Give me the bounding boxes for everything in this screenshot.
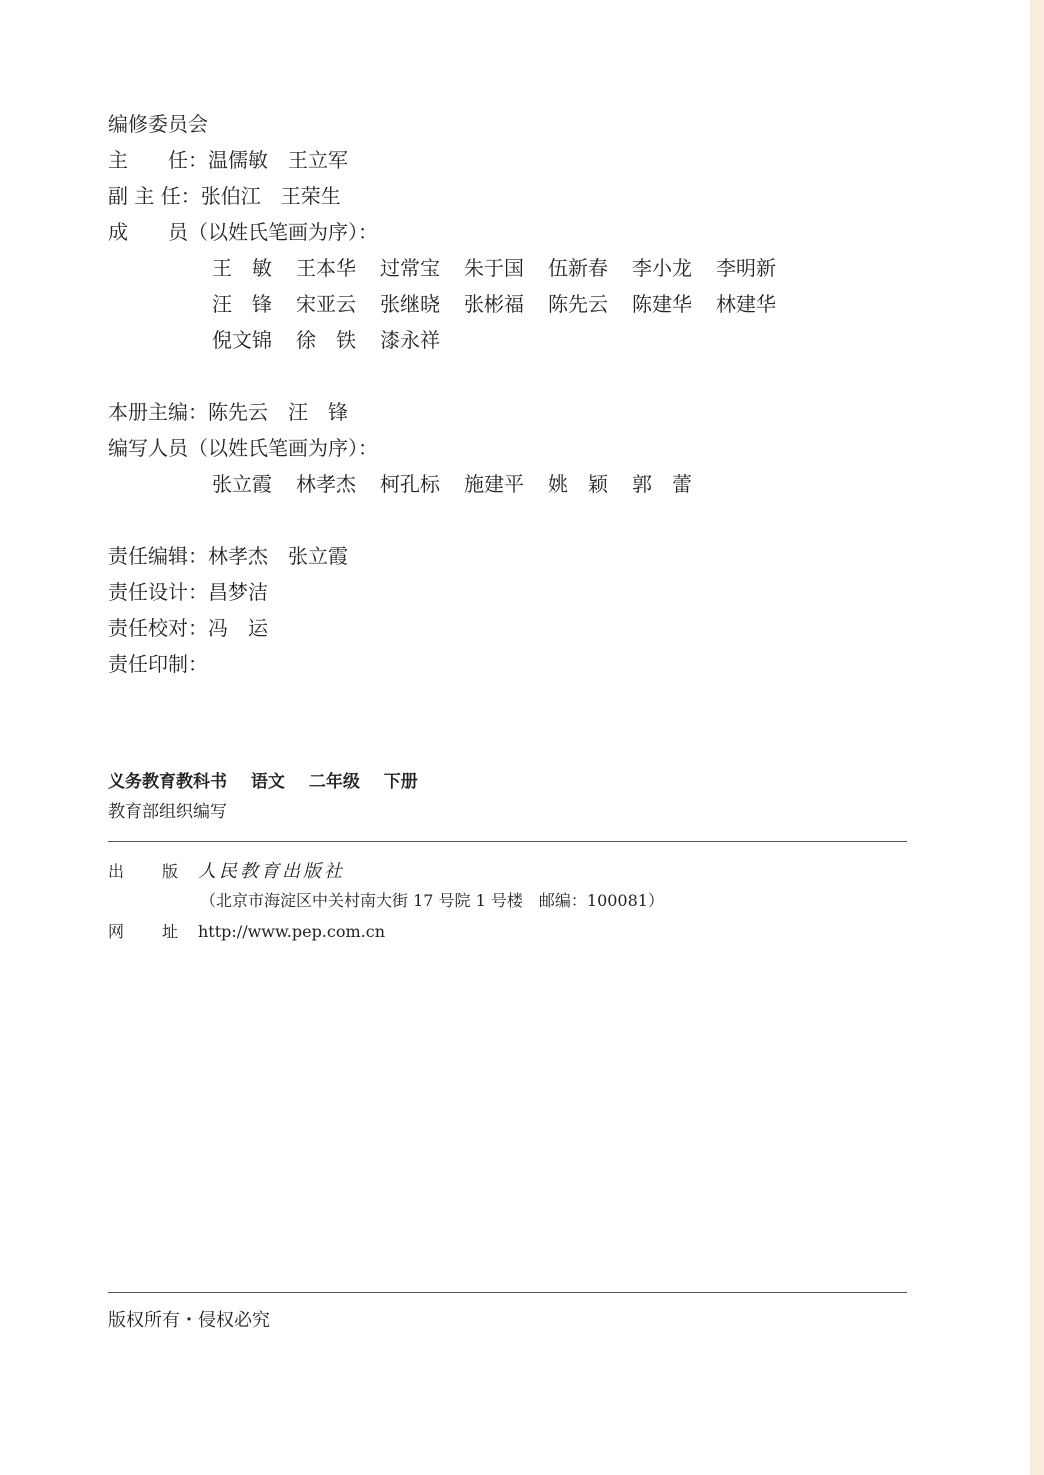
- writer-name: 姚 颖: [548, 472, 608, 496]
- proof-names: 冯 运: [208, 616, 268, 640]
- writer-name: 张立霞: [212, 472, 272, 496]
- website-link[interactable]: http://www.pep.com.cn: [198, 922, 386, 941]
- writer-name: 柯孔标: [380, 472, 440, 496]
- member-name: 王本华: [296, 256, 356, 280]
- website-row: [108, 918, 385, 946]
- editing-names: 林孝杰 张立霞: [208, 544, 348, 568]
- writers-row: [212, 466, 716, 502]
- print-row: [108, 646, 208, 682]
- editing-row: [108, 538, 348, 574]
- members-row-2: [212, 286, 800, 322]
- publisher-label: 出 版: [108, 862, 179, 881]
- member-name: 陈建华: [632, 292, 692, 316]
- member-name: 汪 锋: [212, 292, 272, 316]
- member-name: 陈先云: [548, 292, 608, 316]
- members-label: 成 员（以姓氏笔画为序）：: [108, 220, 378, 244]
- writers-label: 编写人员（以姓氏笔画为序）：: [108, 436, 378, 460]
- chief-editor-label: 本册主编：: [108, 400, 208, 424]
- divider-bottom: [108, 1292, 907, 1293]
- divider-top: [108, 841, 907, 842]
- member-name: 张彬福: [464, 292, 524, 316]
- publisher-row: [108, 858, 345, 886]
- page-edge-strip: [1030, 0, 1044, 1475]
- design-names: 昌梦洁: [208, 580, 268, 604]
- members-row-3: [212, 322, 464, 358]
- design-label: 责任设计：: [108, 580, 208, 604]
- member-name: 张继晓: [380, 292, 440, 316]
- publisher-address: （北京市海淀区中关村南大街 17 号院 1 号楼 邮编：100081）: [200, 891, 664, 910]
- design-row: [108, 574, 268, 610]
- book-title: [108, 768, 436, 796]
- director-names: 温儒敏 王立军: [208, 148, 348, 172]
- copyright-notice: 版权所有・侵权必究: [108, 1310, 270, 1331]
- member-name: 王 敏: [212, 256, 272, 280]
- deputy-row: [108, 178, 341, 214]
- print-label: 责任印制：: [108, 652, 208, 676]
- proof-row: [108, 610, 268, 646]
- member-name: 徐 铁: [296, 328, 356, 352]
- member-name: 宋亚云: [296, 292, 356, 316]
- writer-name: 施建平: [464, 472, 524, 496]
- member-name: 朱于国: [464, 256, 524, 280]
- deputy-names: 张伯江 王荣生: [200, 184, 341, 208]
- book-grade: 二年级: [308, 772, 360, 792]
- members-row-1: [212, 250, 800, 286]
- chief-editor-row: [108, 394, 348, 430]
- book-subject: 语文: [250, 772, 285, 792]
- chief-editor-names: 陈先云 汪 锋: [208, 400, 348, 424]
- committee-title: 编修委员会: [108, 112, 208, 136]
- proof-label: 责任校对：: [108, 616, 208, 640]
- director-row: [108, 142, 348, 178]
- member-name: 伍新春: [548, 256, 608, 280]
- editing-label: 责任编辑：: [108, 544, 208, 568]
- writer-name: 林孝杰: [296, 472, 356, 496]
- member-name: 倪文锦: [212, 328, 272, 352]
- deputy-label: 副 主 任：: [108, 184, 201, 208]
- book-series: 义务教育教科书: [108, 772, 227, 792]
- compiled-by: 教育部组织编写: [108, 802, 227, 822]
- publisher-logo: 人民教育出版社: [198, 861, 345, 882]
- member-name: 林建华: [716, 292, 776, 316]
- member-name: 漆永祥: [380, 328, 440, 352]
- book-volume: 下册: [383, 772, 418, 792]
- website-label: 网 址: [108, 922, 179, 941]
- writer-name: 郭 蕾: [632, 472, 692, 496]
- member-name: 过常宝: [380, 256, 440, 280]
- member-name: 李小龙: [632, 256, 692, 280]
- member-name: 李明新: [716, 256, 776, 280]
- director-label: 主 任：: [108, 148, 208, 172]
